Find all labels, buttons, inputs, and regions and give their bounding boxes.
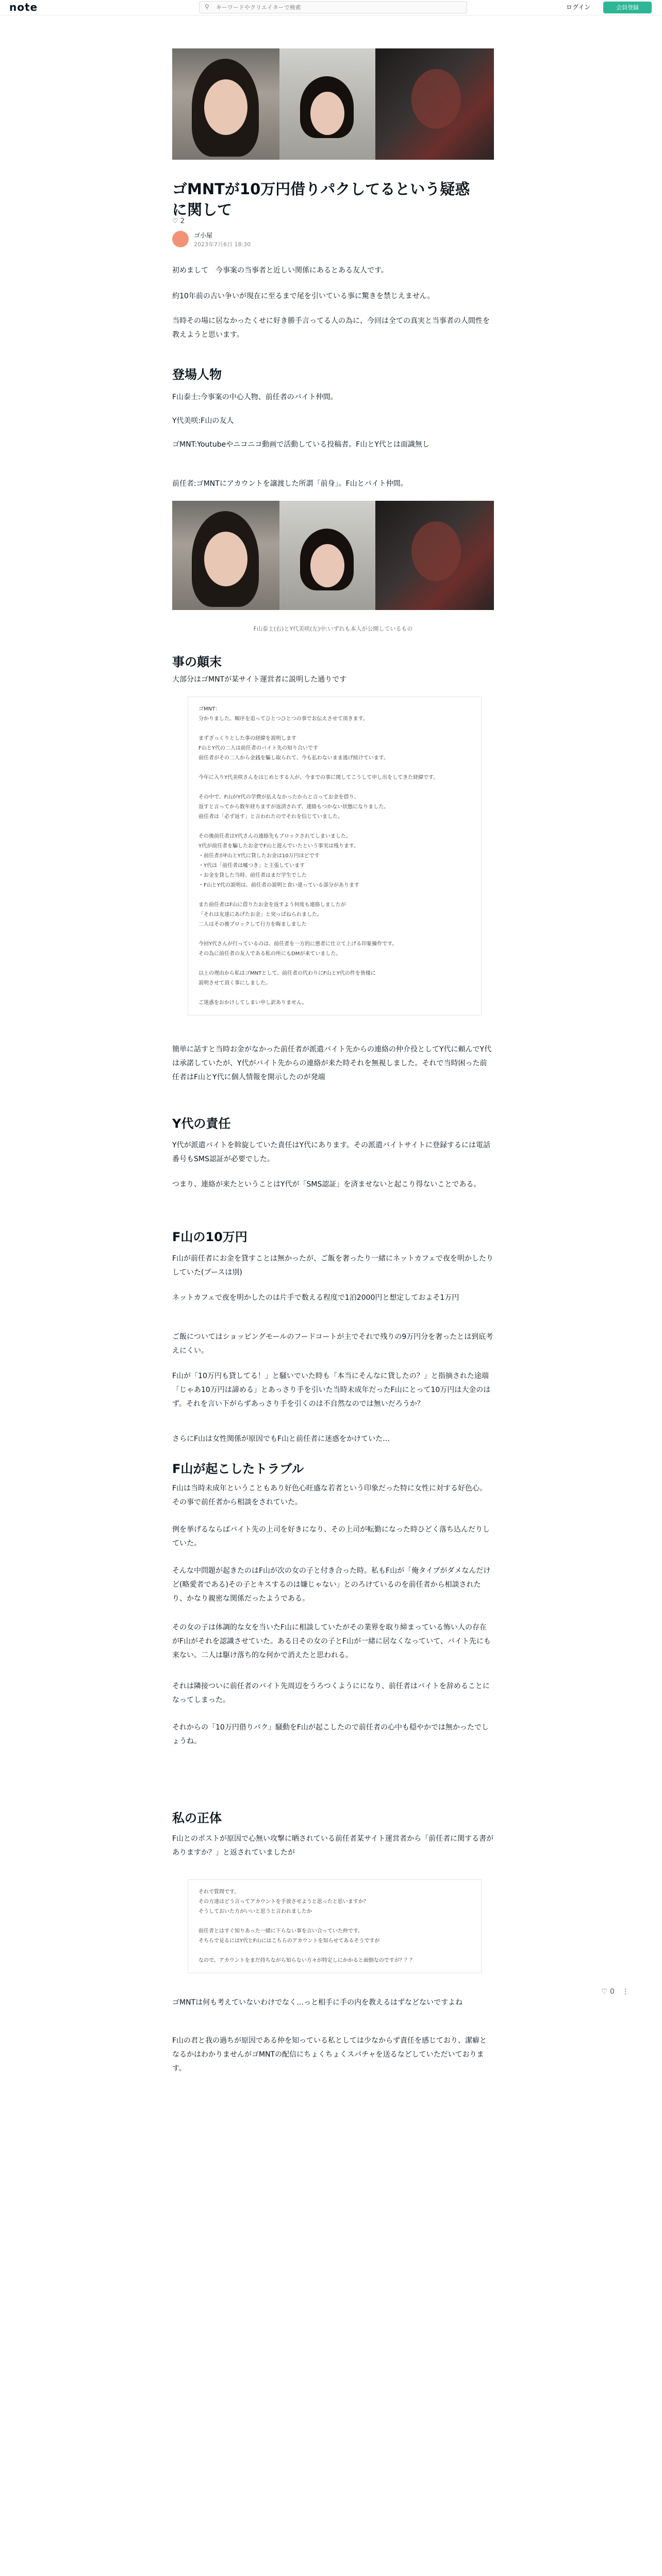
paragraph: その女の子は体調的な女を当いたF山に相談していたがその業界を取り締まっている怖い人の存在がF山がそれを認識させていた。ある日その女の子とF山が一緒に居なくなっていて、バイト先にも来ない。二人は駆け落ち的な何かで消えたと思われる。: [172, 1623, 491, 1659]
paragraph: F山とのポストが原因で心無い攻撃に晒されている前任者某サイト運営者から「前任者に関する書がありますか？」と返されていましたが: [172, 1835, 494, 1857]
quote-block: [188, 697, 482, 1015]
section-heading: F山が起こしたトラブル: [172, 1462, 304, 1476]
quote-line: そちらで見るにはY代とF山にはこちらのアカウントを知らせてあるそうですが: [198, 1938, 380, 1944]
paragraph: 例を挙げるならばバイト先の上司を好きになり、その上司が転勤になった時ひどく落ち込んだりしていた。: [172, 1526, 490, 1548]
author-name[interactable]: ゴ小屋: [194, 232, 213, 239]
quote-line: [198, 763, 471, 773]
quote-line: [198, 724, 471, 734]
paragraph: そんな中問題が起きたのはF山が次の女の子と付き合った時。私もF山が「俺タイプがダメなんだけど(略愛者である)その子とキスするのは嫌じゃない」とのろけているのを前任者から相談されたり、かなり親密な関係だったようである。: [172, 1567, 491, 1603]
author-info[interactable]: [172, 231, 327, 251]
paragraph: F山は当時未成年ということもあり好色心旺盛な若者という印象だった特に女性に対する好色心。その事で前任者から相談をされていた。: [172, 1484, 487, 1506]
paragraph: 前任者:ゴMNTにアカウントを譲渡した所謂「前身」。F山とバイト仲間。: [172, 480, 408, 488]
quote-line: 返すと言ってから数年経ちますが返済されず、連絡もつかない状態になりました。: [198, 804, 389, 810]
quote-line: それで質問です。: [198, 1889, 240, 1895]
paragraph: F山が前任者にお金を貸すことは無かったが、ご飯を奢ったり一緒にネットカフェで夜を明かしたりしていた(ブースは別): [172, 1255, 493, 1277]
quote-line: 前任者がその二人から金銭を騙し取られて、今も払わないまま逃げ続けています。: [198, 755, 389, 761]
quote-line: ・お金を貸した当時、前任者はまだ学生でした: [198, 873, 307, 878]
section-heading: 私の正体: [172, 1811, 222, 1825]
publish-date: 2023年7月6日 18:30: [194, 241, 251, 248]
paragraph: Y代美咲:F山の友人: [172, 417, 234, 425]
photo-person-middle: [279, 48, 375, 160]
quote-line: まずざっくりとした事の経緯を説明します: [198, 736, 296, 741]
photo-person-left: [172, 48, 279, 160]
quote-line: その中で、F山がY代の学費が払えなかったからと言ってお金を借り、: [198, 794, 359, 800]
quote-line: ・Y代は「前任者は嘘つき」と主張しています: [198, 863, 305, 869]
intro-paragraph: 約10年前の古い争いが現在に至るまで尾を引いている事に驚きを禁じえません。: [172, 292, 435, 300]
quote-line: ゴMNT：: [198, 706, 221, 712]
quote-line: 今回Y代さんが行っているのは、前任者を一方的に悪者に仕立て上げる印象操作です。: [198, 941, 398, 947]
quote-line: 前任者は「必ず返す」と言われたのでそれを信じていました。: [198, 814, 343, 820]
like-count: 2: [180, 217, 185, 225]
paragraph: F山泰士:今事案の中心人物、前任者のバイト仲間。: [172, 393, 338, 401]
search-icon: ⚲: [205, 3, 209, 10]
search-input[interactable]: [216, 3, 458, 12]
photo-person-right: [375, 48, 494, 160]
header-image: [172, 48, 494, 160]
signup-button[interactable]: 会員登録: [603, 2, 652, 13]
paragraph: さらにF山は女性関係が原因でもF山と前任者に迷惑をかけていた…: [172, 1435, 390, 1443]
login-link[interactable]: ログイン: [566, 4, 591, 11]
quote-line: ・F山とY代の説明は、前任者の説明と食い違っている部分があります: [198, 883, 359, 888]
floating-like-button[interactable]: [601, 1988, 629, 1996]
quote-line: また前任者はF山に借りたお金を返すよう何度も連絡しましたが: [198, 902, 346, 908]
quote-line: その後前任者はY代さんの連絡先もブロックされてしまいました。: [198, 834, 351, 839]
quote-line: 説明させて頂く事にしました。: [198, 980, 271, 986]
quote-line: ・前任者がF山とY代に貸したお金は10万円ほどです: [198, 853, 320, 859]
paragraph: ご飯についてはショッピングモールのフードコートが主でそれで残りの9万円分を奢ったとは到底考えにくい。: [172, 1333, 493, 1355]
floating-like-count: 0: [610, 1988, 615, 1996]
quote-line: そうしておいた方がいいと思うと言われましたか: [198, 1909, 312, 1914]
paragraph: F山が「10万円も貸してる！」と騒いでいた時も「本当にそんなに貸したの？」と指摘された途端「じゃあ10万円は諦める」とあっさり手を引いた当時未成年だったF山にとって10万円は大金のはず。それを言い下がらずあっさり手を引くのは不自然なのでは無いだろうか？: [172, 1372, 491, 1408]
search-box[interactable]: [199, 1, 467, 13]
quote-line: [198, 1917, 471, 1926]
quote-line: F山とY代の二人は前任者のバイト先の知り合いです: [198, 745, 318, 751]
paragraph: ゴMNTは何も考えていないわけでなく…っと相手に手の内を教えるはずなどないですよね: [172, 1998, 463, 2007]
site-header: [0, 0, 662, 15]
section-heading: 事の顛末: [172, 655, 222, 669]
article-title: ゴMNTが10万円借りパクしてるという疑惑に関して: [172, 180, 470, 218]
heart-icon: ♡: [172, 217, 178, 225]
note-logo[interactable]: note: [9, 1, 38, 13]
paragraph: F山の君と我の過ちが原因である仲を知っている私としては少なからず責任を感じており、潔癖となるかはわかりませんがゴMNTの配信にちょくちょくスパチャを送るなどしていただいております。: [172, 2037, 487, 2073]
quote-line: 前任者とはすぐ知りあった一緒に下らない事を言い合っていた仲です。: [198, 1928, 363, 1934]
quote-line: 二人はその後ブロックして行方を晦ましました: [198, 922, 307, 927]
paragraph: ゴMNT:Youtubeやニコニコ動画で活動している投稿者。F山とY代とは面識無し: [172, 440, 429, 449]
paragraph: つまり、連絡が来たということはY代が「SMS認証」を済ませないと起こり得ないことである。: [172, 1180, 481, 1189]
quote-line: 分かりました。順序を追ってひとつひとつの事でお伝えさせて頂きます。: [198, 716, 368, 722]
quote-line: [198, 890, 471, 900]
avatar[interactable]: [172, 231, 189, 247]
people-image: [172, 501, 494, 610]
intro-paragraph: 当時その場に居なかったくせに好き勝手言ってる人の為に、今回は全ての真実と当事者の人間性を教えようと思います。: [172, 317, 490, 339]
section-heading: 登場人物: [172, 367, 222, 382]
share-icon[interactable]: ⋮: [622, 1988, 630, 1996]
quote-line: [198, 1946, 471, 1956]
paragraph: 大部分はゴMNTが某サイト運営者に説明した通りです: [172, 675, 347, 684]
paragraph: ネットカフェで夜を明かしたのは片手で数える程度で1泊2000円と想定しておよそ1万円: [172, 1294, 459, 1302]
section-heading: Y代の責任: [172, 1116, 231, 1131]
quote-line: 「それは友達にあげたお金」と突っぱねられました。: [198, 912, 322, 918]
quote-line: [198, 929, 471, 939]
quote-line: [198, 988, 471, 998]
paragraph: 簡単に話すと当時お金がなかった前任者が派遣バイト先からの連絡の仲介役としてY代に頼んでY代は承諾していたが、Y代がバイト先からの連絡が来た時それを無視しました。それで当時困った前任者はF山とY代に個人情報を開示したのが発端: [172, 1045, 492, 1081]
quote-line: なので、アカウントをまだ持ちながら知らない方々が特定しにかかると面倒なのですが？？？: [198, 1958, 415, 1963]
quote-line: [198, 959, 471, 969]
quote-line: その為に前任者の友人である私の所にもDMが来ていました。: [198, 951, 341, 957]
quote-line: ご迷惑をおかけしてしまい申し訳ありません。: [198, 1000, 307, 1006]
section-heading: F山の10万円: [172, 1230, 247, 1244]
paragraph: それからの「10万円借りパク」騒動をF山が起こしたので前任者の心中も穏やかでは無かったでしょうね。: [172, 1723, 489, 1745]
quote-line: 今年に入りY代美咲さんをはじめとする人が、今までの事に関してこうして申し出をしてきた経緯です。: [198, 775, 439, 781]
quote-line: Y代が前任者を騙したお金でF山と遊んでいたという事実は残ります。: [198, 843, 359, 849]
paragraph: Y代が派遣バイトを斡旋していた責任はY代にあります。その派遣バイトサイトに登録するには電話番号もSMS認証が必要でした。: [172, 1141, 491, 1163]
image-caption: F山泰士(右)とY代美咲(左)中:いずれも本人が公開しているもの: [253, 625, 413, 632]
intro-paragraph: 初めまして 今事案の当事者と近しい関係にあるとある友人です。: [172, 266, 388, 275]
quote-line: [198, 822, 471, 832]
heart-icon: ♡: [601, 1988, 608, 1996]
quote-line: [198, 783, 471, 792]
quote-line: その方達はどう言ってアカウントを手放させようと思ったと思いますか？: [198, 1899, 369, 1905]
quote-block: [188, 1879, 482, 1973]
quote-line: 以上の理由から私はゴMNTとして、前任者の代わりにF山とY代の件を皆様に: [198, 971, 376, 976]
like-button[interactable]: [172, 217, 185, 225]
paragraph: それは隣接ついに前任者のバイト先周辺をうろつくようにになり、前任者はバイトを辞めることになってしまった。: [172, 1682, 490, 1704]
